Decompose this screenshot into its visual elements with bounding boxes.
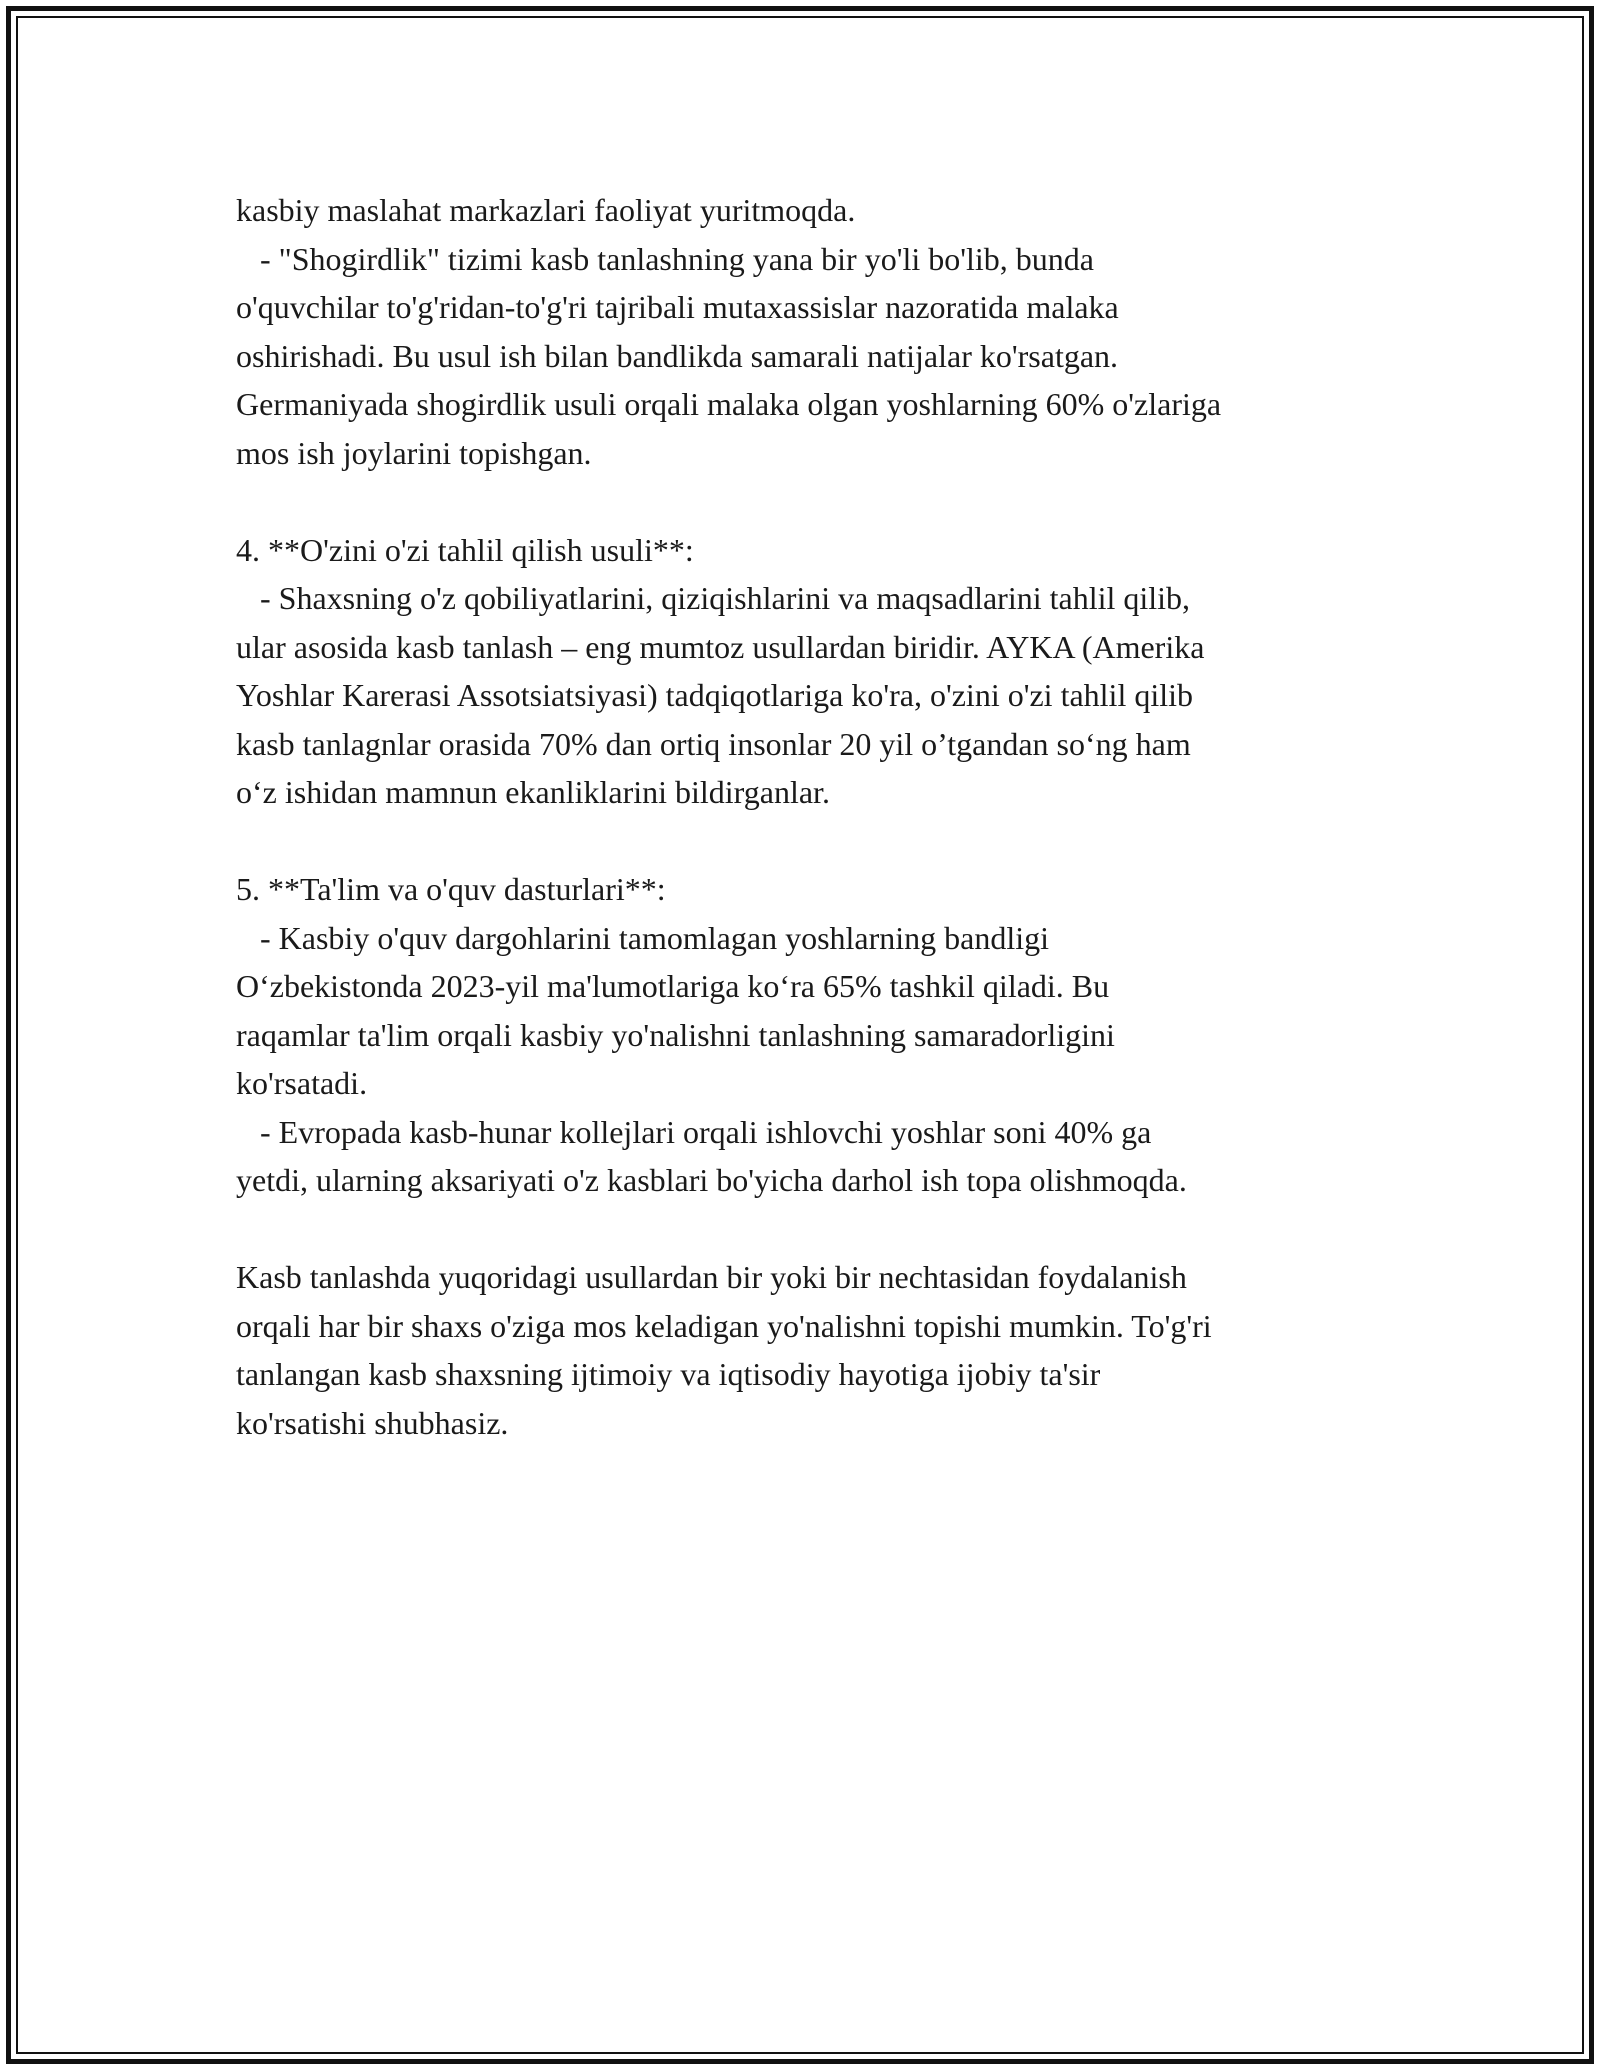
text-line: ko'rsatishi shubhasiz. (236, 1404, 509, 1441)
text-line: O‘zbekistonda 2023-yil ma'lumotlariga ko‘ra 65% tashkil qiladi. Bu (236, 968, 1110, 1004)
document-body (236, 186, 1386, 1447)
blank-line (236, 817, 1386, 866)
text-line: orqali har bir shaxs o'ziga mos keladigan yo'nalishni topishi mumkin. To'g'ri (236, 1307, 1212, 1344)
text-line: - Evropada kasb-hunar kollejlari orqali ishlovchi yoshlar soni 40% ga (236, 1113, 1152, 1150)
section-heading: 5. **Ta'lim va o'quv dasturlari**: (236, 871, 666, 907)
text-line: Yoshlar Karerasi Assotsiatsiyasi) tadqiqotlariga ko'ra, o'zini o'zi tahlil qilib (236, 677, 1193, 713)
text-line: - Kasbiy o'quv dargohlarini tamomlagan yoshlarning bandligi (236, 919, 1050, 956)
text-line: ko'rsatadi. (236, 1065, 368, 1101)
text-line: - Shaxsning o'z qobiliyatlarini, qiziqishlarini va maqsadlarini tahlil qilib, (236, 580, 1191, 616)
text-line: Germaniyada shogirdlik usuli orqali malaka olgan yoshlarning 60% o'zlariga (236, 386, 1222, 422)
text-line: yetdi, ularning aksariyati o'z kasblari bo'yicha darhol ish topa olishmoqda. (236, 1162, 1187, 1198)
text-line: kasbiy maslahat markazlari faoliyat yuritmoqda. (236, 192, 856, 228)
text-line: mos ish joylarini topishgan. (236, 434, 592, 471)
text-line: oshirishadi. Bu usul ish bilan bandlikda samarali natijalar ko'rsatgan. (236, 337, 1119, 374)
text-line: raqamlar ta'lim orqali kasbiy yo'nalishni tanlashning samaradorligini (236, 1016, 1115, 1053)
text-line: Kasb tanlashda yuqoridagi usullardan bir yoki bir nechtasidan foydalanish (236, 1259, 1187, 1295)
text-line: - "Shogirdlik" tizimi kasb tanlashning yana bir yo'li bo'lib, bunda (236, 240, 1094, 277)
text-line: o‘z ishidan mamnun ekanliklarini bildirganlar. (236, 774, 830, 810)
text-line: kasb tanlagnlar orasida 70% dan ortiq insonlar 20 yil o’tgandan so‘ng ham (236, 725, 1191, 762)
text-line: tanlangan kasb shaxsning ijtimoiy va iqtisodiy hayotiga ijobiy ta'sir (236, 1356, 1101, 1392)
text-line: ular asosida kasb tanlash – eng mumtoz usullardan biridir. AYKA (Amerika (236, 628, 1205, 665)
text-line: o'quvchilar to'g'ridan-to'g'ri tajribali mutaxassislar nazoratida malaka (236, 289, 1119, 325)
blank-line (236, 477, 1386, 526)
section-heading: 4. **O'zini o'zi tahlil qilish usuli**: (236, 531, 694, 568)
blank-line (236, 1205, 1386, 1254)
